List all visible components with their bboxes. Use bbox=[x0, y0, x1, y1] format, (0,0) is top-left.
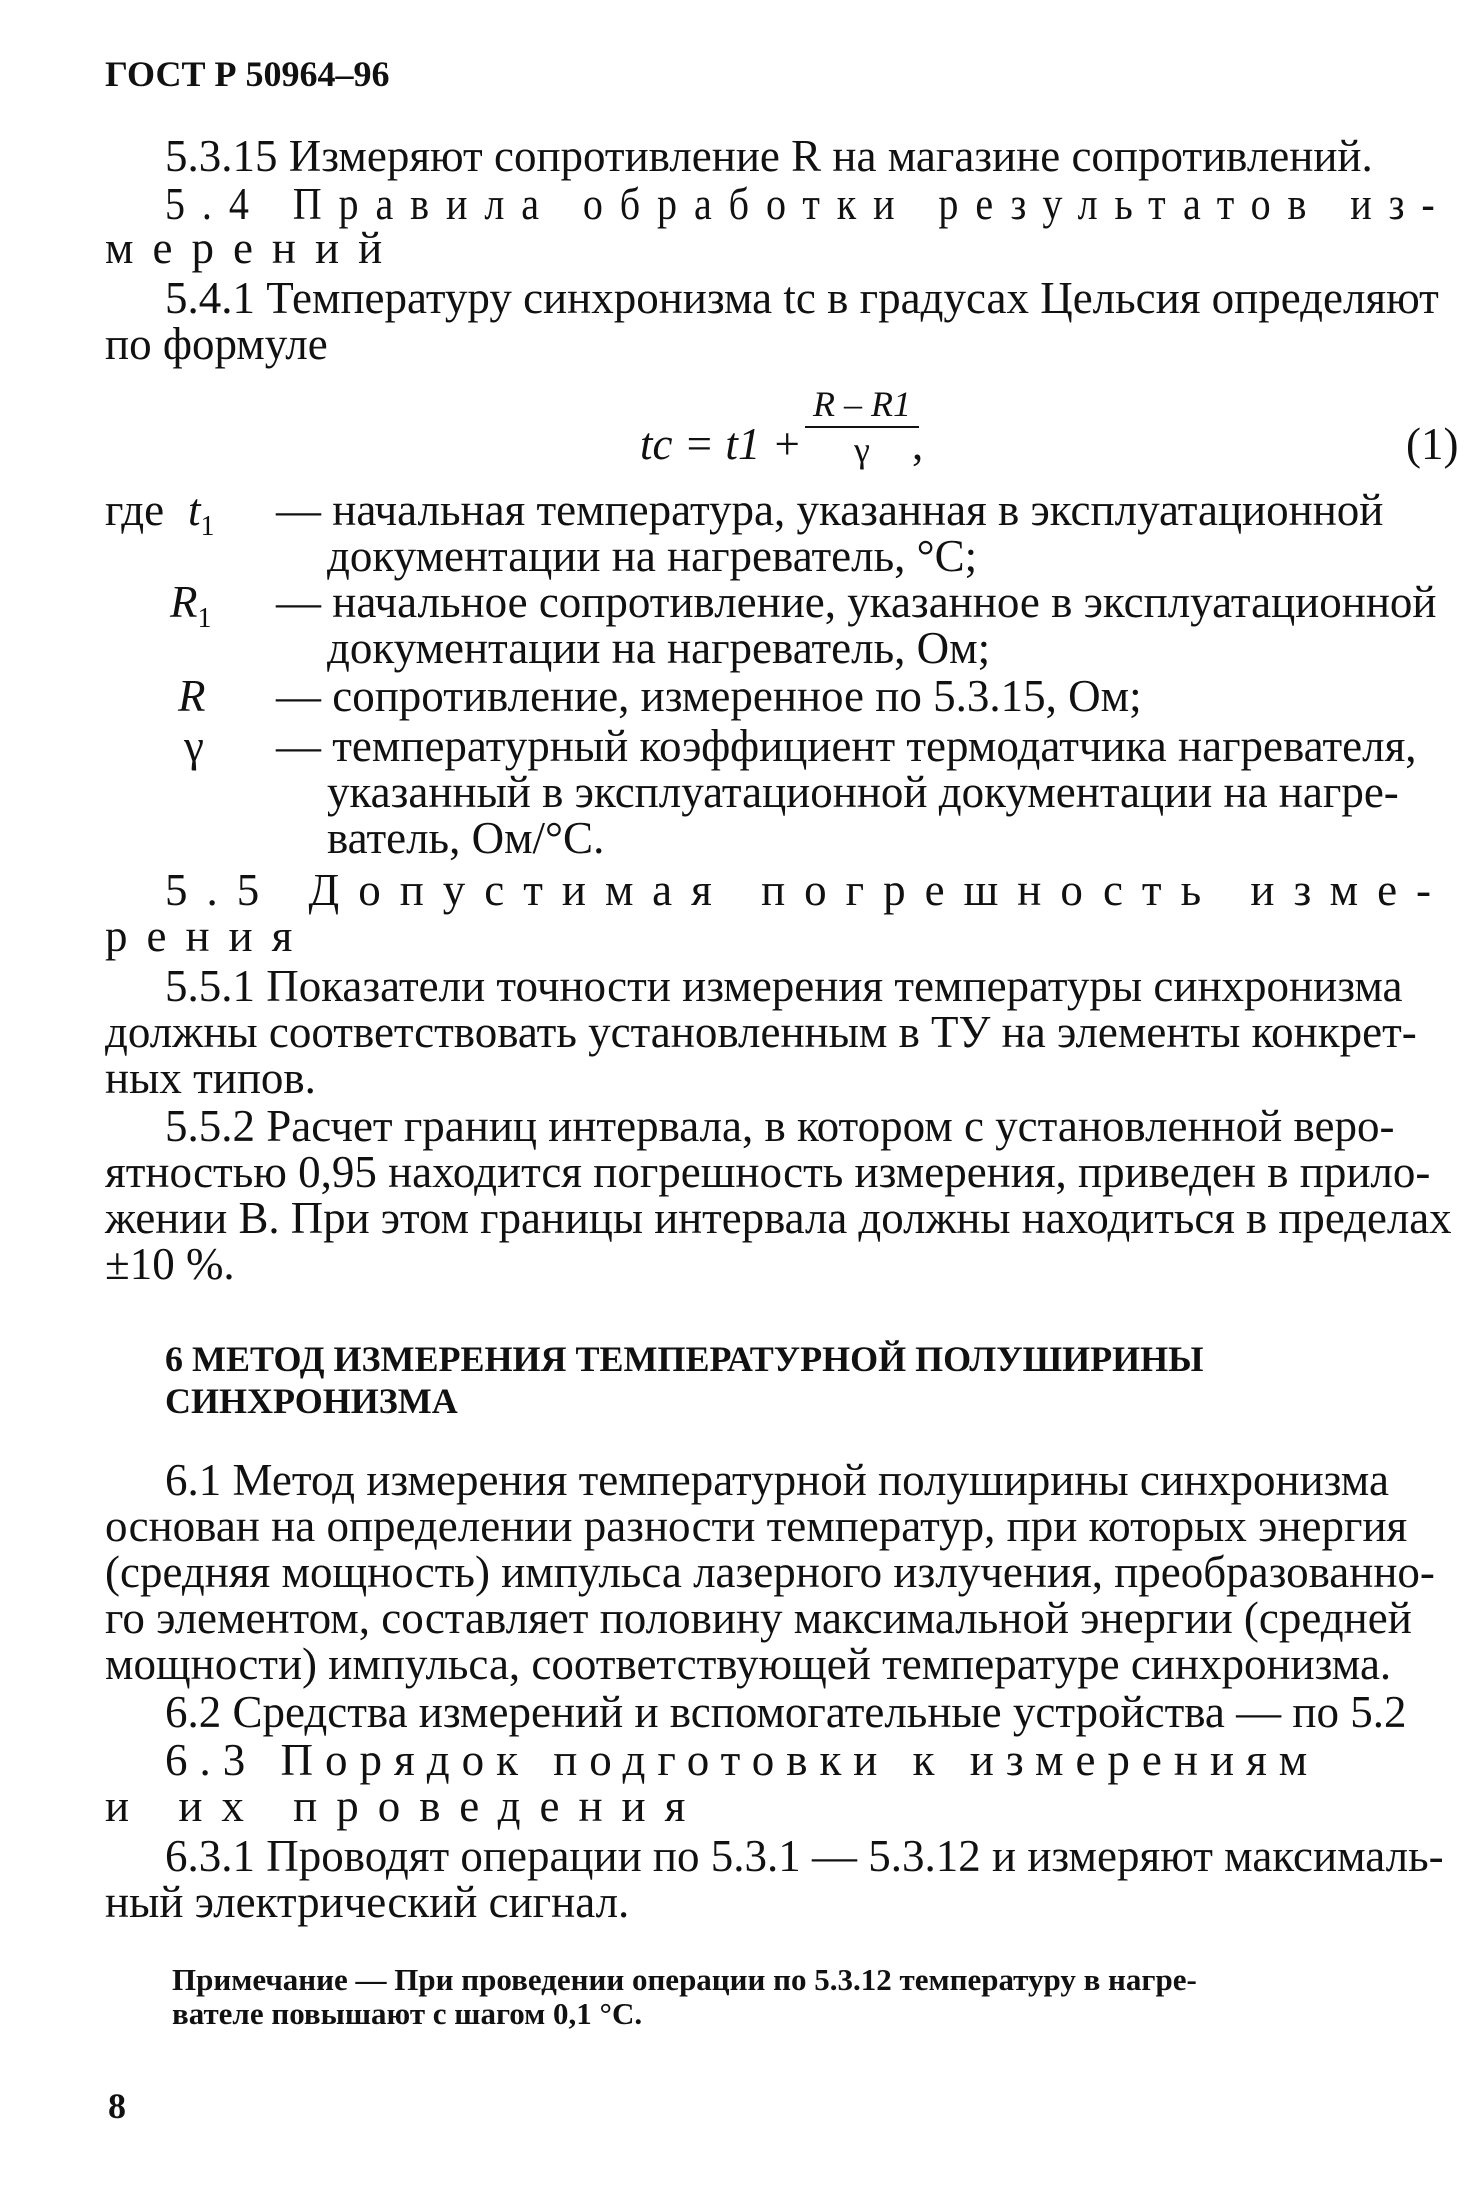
section-6-3-title-line-2: и их проведения bbox=[105, 1781, 705, 1831]
paragraph-5-4-1-line-2: по формуле bbox=[105, 319, 328, 369]
where-item-t1-line-1: — начальная температура, указанная в эксплуатационной bbox=[276, 485, 1384, 535]
section-5-5-title-line-1: 5.5 Допустимая погрешность изме- bbox=[165, 865, 1451, 915]
where-item-gamma-line-3: ватель, Ом/°С. bbox=[327, 813, 605, 863]
paragraph-5-5-2-line-1: 5.5.2 Расчет границ интервала, в котором с установленной веро- bbox=[165, 1101, 1395, 1151]
where-item-gamma-line-1: — температурный коэффициент термодатчика нагревателя, bbox=[276, 721, 1417, 771]
paragraph-5-5-1-line-1: 5.5.1 Показатели точности измерения температуры синхронизма bbox=[165, 961, 1403, 1011]
where-item-gamma-line-2: указанный в эксплуатационной документации на нагре- bbox=[327, 767, 1399, 817]
page-number: 8 bbox=[108, 2086, 126, 2126]
formula-denominator: γ bbox=[854, 430, 870, 470]
section-6-heading-line-2: СИНХРОНИЗМА bbox=[165, 1381, 458, 1421]
paragraph-6-2: 6.2 Средства измерений и вспомогательные устройства — по 5.2 bbox=[165, 1687, 1407, 1737]
paragraph-6-3-1-line-2: ный электрический сигнал. bbox=[105, 1877, 630, 1927]
standard-header: ГОСТ Р 50964–96 bbox=[105, 54, 390, 94]
paragraph-6-1-line-3: (средняя мощность) импульса лазерного излучения, преобразованно- bbox=[105, 1547, 1435, 1597]
section-6-heading-line-1: 6 МЕТОД ИЗМЕРЕНИЯ ТЕМПЕРАТУРНОЙ ПОЛУШИРИНЫ bbox=[165, 1339, 1204, 1379]
paragraph-6-1-line-2: основан на определении разности температур, при которых энергия bbox=[105, 1501, 1408, 1551]
note-line-2: вателе повышают с шагом 0,1 °С. bbox=[172, 1996, 643, 2031]
formula-numerator: R – R1 bbox=[813, 384, 911, 424]
paragraph-5-5-2-line-3: жении В. При этом границы интервала должны находиться в пределах bbox=[105, 1193, 1452, 1243]
section-5-4-title-line-1: 5.4 Правила обработки результатов из- bbox=[165, 179, 1452, 229]
paragraph-5-5-2-line-4: ±10 %. bbox=[105, 1239, 235, 1289]
where-item-r-line-1: — сопротивление, измеренное по 5.3.15, Ом; bbox=[276, 671, 1142, 721]
paragraph-6-3-1-line-1: 6.3.1 Проводят операции по 5.3.1 — 5.3.12 и измеряют максималь- bbox=[165, 1831, 1444, 1881]
paragraph-6-1-line-4: го элементом, составляет половину максимальной энергии (средней bbox=[105, 1593, 1412, 1643]
formula-fraction bbox=[805, 382, 919, 472]
paragraph-5-5-1-line-2: должны соответствовать установленным в ТУ на элементы конкрет- bbox=[105, 1007, 1417, 1057]
where-item-r1-line-2: документации на нагреватель, Ом; bbox=[327, 623, 991, 673]
formula-tail: , bbox=[912, 419, 924, 469]
paragraph-5-5-1-line-3: ных типов. bbox=[105, 1053, 316, 1103]
symbol-t1: $t_1$ bbox=[188, 485, 215, 542]
paragraph-6-1-line-1: 6.1 Метод измерения температурной полуширины синхронизма bbox=[165, 1455, 1389, 1505]
note-line-1: Примечание — При проведении операции по 5.3.12 температуру в нагре- bbox=[172, 1962, 1197, 1997]
formula-lhs: tс = t1 + bbox=[640, 419, 802, 469]
section-5-5-title-line-2: рения bbox=[105, 911, 312, 961]
where-item-t1-line-2: документации на нагреватель, °С; bbox=[327, 531, 978, 581]
where-word: где bbox=[105, 485, 165, 535]
paragraph-6-1-line-5: мощности) импульса, соответствующей температуре синхронизма. bbox=[105, 1639, 1392, 1689]
paragraph-5-5-2-line-2: ятностью 0,95 находится погрешность измерения, приведен в прило- bbox=[105, 1147, 1431, 1197]
symbol-r1: $R_1$ bbox=[170, 577, 212, 634]
paragraph-5-3-15: 5.3.15 Измеряют сопротивление R на магазине сопротивлений. bbox=[165, 131, 1373, 181]
equation-number: (1) bbox=[1406, 419, 1459, 469]
symbol-r: R bbox=[178, 671, 206, 721]
symbol-gamma: γ bbox=[184, 721, 204, 771]
where-item-r1-line-1: — начальное сопротивление, указанное в эксплуатационной bbox=[276, 577, 1437, 627]
section-6-3-title-line-1: 6.3 Порядок подготовки к измерениям bbox=[165, 1735, 1320, 1785]
section-5-4-title-line-2: мерений bbox=[105, 223, 402, 273]
paragraph-5-4-1-line-1: 5.4.1 Температуру синхронизма tс в градусах Цельсия определяют bbox=[165, 273, 1439, 323]
